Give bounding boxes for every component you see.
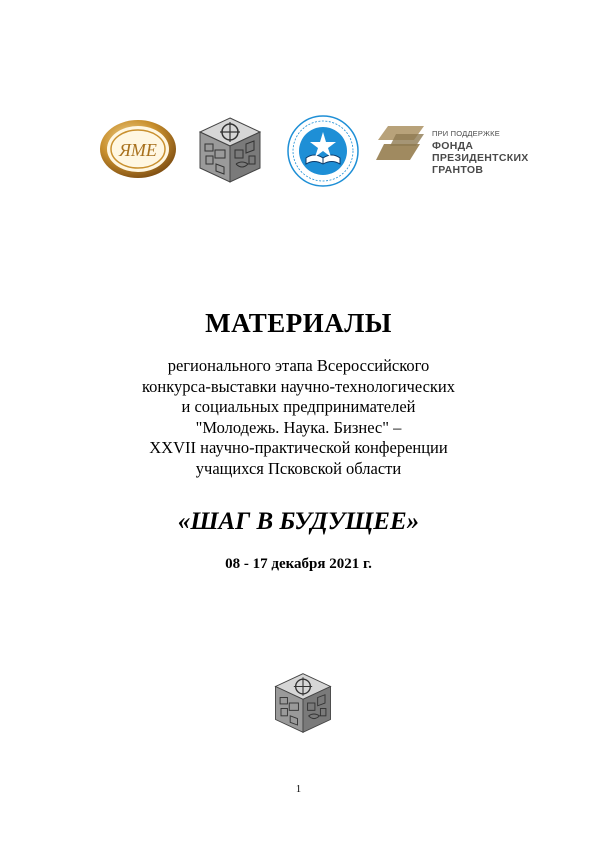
cube-logo-bottom bbox=[270, 670, 336, 736]
fund-support-label: ПРИ ПОДДЕРЖКЕ bbox=[432, 129, 500, 138]
gold-monogram-logo bbox=[98, 118, 178, 180]
cube-logo bbox=[194, 114, 266, 186]
event-dates: 08 - 17 декабря 2021 г. bbox=[225, 556, 372, 572]
subtitle-line: конкурса-выставки научно-технологических bbox=[142, 376, 455, 396]
event-name: «ШАГ В БУДУЩЕЕ» bbox=[177, 508, 420, 535]
subtitle-line: XXVII научно-практической конференции bbox=[149, 438, 448, 457]
document-title: МАТЕРИАЛЫ bbox=[205, 308, 392, 338]
page-number: 1 bbox=[295, 784, 302, 795]
logo-row bbox=[0, 110, 597, 190]
monogram-text: ЯМЕ bbox=[119, 140, 157, 160]
youth-center-logo bbox=[286, 114, 360, 188]
subtitle-line: и социальных предпринимателей bbox=[181, 397, 416, 416]
fund-name-line3: ГРАНТОВ bbox=[432, 164, 484, 176]
document-subtitle bbox=[0, 356, 597, 479]
fund-emblem-icon bbox=[376, 124, 426, 168]
fund-name-line2: ПРЕЗИДЕНТСКИХ bbox=[432, 152, 529, 164]
subtitle-line: учащихся Псковской области bbox=[195, 458, 402, 478]
subtitle-line: "Молодежь. Наука. Бизнес" – bbox=[195, 417, 402, 437]
subtitle-line: регионального этапа Всероссийского bbox=[167, 356, 430, 375]
presidential-grants-fund-logo bbox=[376, 120, 546, 180]
fund-name-line1: ФОНДА bbox=[432, 140, 474, 152]
